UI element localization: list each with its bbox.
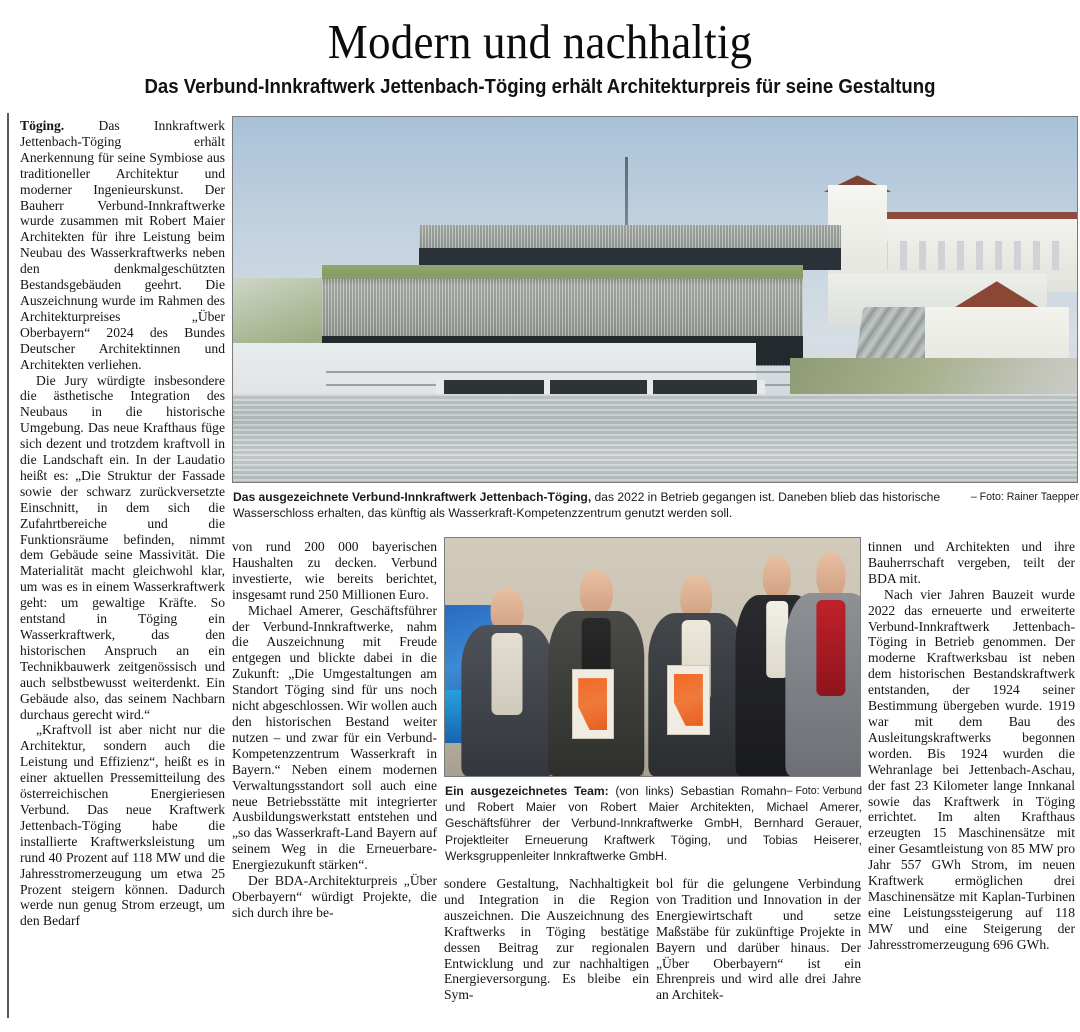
- paragraph-text: Die Jury würdigte insbesondere die ästhetische Integration des Neubaus in die historische Umgebung. Das neue Krafthaus füge sich dezent und trotzdem kraftvoll in die Landschaft ein. In der Laudatio heißt es: „Die Struktur der Fassade sowie der schwarz zurückversetzte Einschnitt, in dem sich die Zufahrtbereiche und die Funktionsräume befinden, nimmt dem Gebäude seine Massivität. Die Materialität macht gleichwohl klar, um was es in einem Wasserkraftwerk geht: um gewaltige Kräfte. So entstand in Töging ein Wasserkraftwerk, das den historischen Anspruch an ein Technikbauwerk zeitgenössisch und auch selbstbewusst weiterdenkt. Ein Gebäude also, das seinem Nachbarn durchaus gerecht wird.“: [20, 372, 225, 722]
- article-subtitle: Das Verbund-Innkraftwerk Jettenbach-Töging erhält Architekturpreis für seine Gestaltung: [144, 76, 936, 99]
- paragraph-text: von rund 200 000 bayerischen Haushalten zu decken. Verbund investierte, wie bereits berichtet, insgesamt rund 250 Millionen Euro.: [232, 539, 437, 602]
- team-caption-lead: Ein ausgezeichnetes Team:: [445, 784, 609, 798]
- photo-antenna-mast: [625, 157, 628, 230]
- person-robert-maier: [549, 562, 644, 776]
- main-caption-lead: Das ausgezeichnete Verbund-Innkraftwerk Jettenbach-Töging,: [233, 490, 592, 504]
- photo-canal-water: [233, 394, 1077, 482]
- certificate-graphic: [578, 678, 607, 730]
- article-masthead: [0, 0, 1080, 112]
- paragraph: [232, 603, 437, 873]
- paragraph: [232, 873, 437, 921]
- paragraph: [868, 539, 1075, 587]
- certificate-graphic: [674, 674, 703, 726]
- dateline: Töging.: [20, 118, 65, 133]
- team-photo: [444, 537, 861, 777]
- team-photo-caption: [445, 783, 862, 864]
- paragraph: [444, 876, 649, 1003]
- paragraph-text: Michael Amerer, Geschäftsführer der Verbund-Innkraftwerke, nahm die Auszeichnung mit Freude entgegen und blickte dabei in die Zukunft: „Die Umgestaltungen am Standort Töging sind für uns noch nicht abgeschlossen. Wir wollen auch den historischen Bestand weiter nutzen – und zwar für ein Verbund-Kompetenzzentrum Wasserkraft in Bayern.“ Neben einem modernen Verwaltungsstandort soll auch eine neue Betriebsstätte mit integrierter Ausbildungswerkstatt entstehen und „so das Wasserkraft-Land Bayern auf seinem Weg in die Erneuerbare-Energiezukunft stärken“.: [232, 602, 437, 873]
- award-certificate: [572, 669, 614, 740]
- body-column-5: [868, 539, 1075, 953]
- paragraph: [20, 118, 225, 373]
- body-column-1: [20, 118, 225, 929]
- paragraph-text: tinnen und Architekten und ihre Bauherrschaft vergeben, teilt der BDA mit.: [868, 539, 1075, 586]
- paragraph-text: sondere Gestaltung, Nachhaltigkeit und Integration in die Region auszeichnen. Die Auszeichnung des Kraftwerks in Töging bestätige dessen Beitrag zur regionalen Entwicklung und zur nachhaltigen Energieversorgung. Es bleibe ein Sym-: [444, 876, 649, 1003]
- main-caption-body: das 2022 in Betrieb gegangen ist. Daneben blieb das historische Wasserschloss erhalten, das künftig als Wasserkraft-Kompetenzzentrum genutzt werden soll.: [233, 490, 941, 521]
- person-michael-amerer: [648, 562, 743, 776]
- page-title: Modern und nachhaltig: [327, 14, 753, 69]
- column-divider-rule: [7, 113, 9, 1018]
- body-column-2: [232, 539, 437, 921]
- body-column-3: [444, 876, 649, 1003]
- paragraph-text: Das Innkraftwerk Jettenbach-Töging erhält Anerkennung für seine Symbiose aus traditioneller Architektur und moderner Ingenieurskunst. Der Bauherr Verbund-Innkraftwerke wurde zusammen mit Robert Maier Architekten für ihre Leistung beim Neubau des Wasserkraftwerks neben den denkmalgeschützten Bestandsgebäuden geehrt. Die Auszeichnung wurde im Rahmen des Architekturpreises „Über Oberbayern“ 2024 des Bundes Deutscher Architektinnen und Architekten verliehen.: [20, 118, 225, 372]
- paragraph: [232, 539, 437, 603]
- main-photo-powerplant: [232, 116, 1078, 483]
- person-tobias-heiserer: [785, 548, 861, 776]
- body-column-4: [656, 876, 861, 1003]
- person-shirt: [492, 633, 523, 715]
- paragraph-text: Der BDA-Architekturpreis „Über Oberbayern“ würdigt Projekte, die sich durch ihre be-: [232, 873, 437, 920]
- paragraph-text: Nach vier Jahren Bauzeit wurde 2022 das erneuerte und erweiterte Verbund-Innkraftwerk Jettenbach-Töging in Betrieb genommen. Der moderne Kraftwerksbau ist neben dem historischen Bestandskraftwerk entstanden, der 1924 seiner Bestimmung übergeben wurde. 1919 war mit dem Bau des Ausleitungskraftwerks begonnen worden. Bis 1924 wurden die Wehranlage bei Jettenbach-Aschau, der fast 23 Kilometer lange Innkanal sowie das Kraftwerk in Töging errichtet. Im alten Krafthaus erzeugten 15 Maschinensätze mit einer Gesamtleistung von 85 MW pro Jahr 557 GWh Strom, im neuen Kraftwerk ermöglichen drei Maschinensätze mit Kaplan-Turbinen eine Leistungssteigerung auf 118 MW und eine Steigerung der Jahresstromerzeugung 696 GWh.: [868, 586, 1075, 952]
- paragraph: [20, 722, 225, 929]
- person-head: [580, 570, 612, 615]
- paragraph-text: „Kraftvoll ist aber nicht nur die Architektur, sondern auch die Leistung und Effizienz“, heißt es in einer aktuellen Pressemitteilung des österreichischen Energieriesen Verbund. Das neue Kraftwerk Jettenbach-Töging habe die installierte Kraftwerksleistung um rund 40 Prozent auf 118 MW und die Jahresstromerzeugung um etwa 25 Prozent steigern können. Dadurch werde nun genug Strom erzeugt, um den Bedarf: [20, 722, 225, 929]
- award-certificate: [667, 665, 709, 736]
- paragraph: [868, 587, 1075, 953]
- person-shirt: [816, 600, 845, 696]
- team-caption-body: (von links) Sebastian Romahn und Robert Maier von Robert Maier Architekten, Michael Amerer, Geschäftsführer der Verbund-Innkraftwerke GmbH, Bernhard Gerauer, Projektleiter Erneuerung Kraftwerk Töging, und Tobias Heiserer, Werksgruppenleiter Innkraftwerke GmbH.: [445, 784, 862, 863]
- paragraph: [20, 373, 225, 723]
- person-sebastian-romahn: [462, 571, 553, 776]
- main-photo-credit: – Foto: Rainer Taepper: [970, 491, 1079, 503]
- person-head: [816, 552, 845, 598]
- paragraph: [656, 876, 861, 1003]
- paragraph-text: bol für die gelungene Verbindung von Tradition und Innovation in der Energiewirtschaft und setze Maßstäbe für zukünftige Projekte in Bayern und darüber hinaus. Der „Über Oberbayern“ ist ein Ehrenpreis und wird alle drei Jahre an Architek-: [656, 876, 861, 1003]
- main-photo-caption: [233, 489, 1079, 522]
- team-photo-credit: – Foto: Verbund: [786, 785, 862, 797]
